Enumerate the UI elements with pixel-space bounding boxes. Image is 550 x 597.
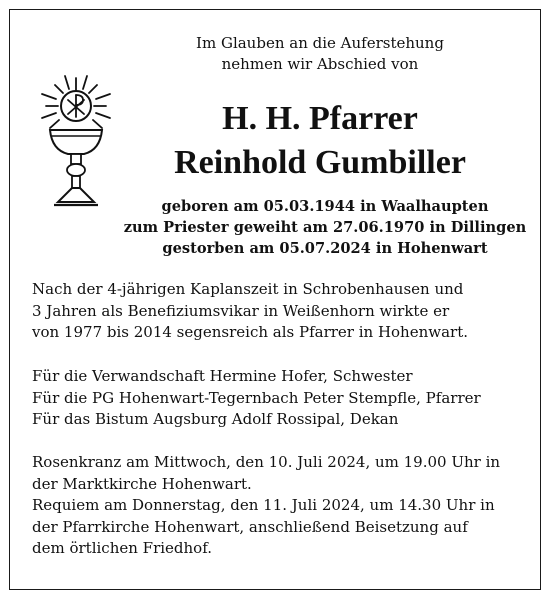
ordination-date: zum Priester geweiht am 27.06.1970 in Dillingen — [123, 219, 527, 236]
deceased-name — [130, 97, 510, 185]
service-line: dem örtlichen Friedhof. — [32, 539, 212, 557]
career-line: 3 Jahren als Benefiziumsvikar in Weißenhorn wirkte er — [32, 301, 450, 320]
service-line: Rosenkranz am Mittwoch, den 10. Juli 2024, um 19.00 Uhr in — [32, 453, 501, 471]
career-paragraph — [32, 279, 532, 344]
chalice-with-host-icon — [32, 70, 120, 210]
mourner-line: Für das Bistum Augsburg Adolf Rossipal, Dekan — [32, 410, 399, 428]
service-line: der Pfarrkirche Hohenwart, anschließend Beisetzung auf — [32, 517, 468, 536]
life-dates — [110, 196, 540, 259]
mourner-line: Für die PG Hohenwart-Tegernbach Peter Stempfle, Pfarrer — [32, 388, 481, 407]
intro-line-2: nehmen wir Abschied von — [221, 55, 419, 73]
service-line: der Marktkirche Hohenwart. — [32, 474, 252, 493]
intro-text — [150, 33, 490, 75]
birth-date: geboren am 05.03.1944 in Waalhaupten — [161, 198, 489, 215]
mourners-paragraph — [32, 366, 532, 431]
career-line: Nach der 4-jährigen Kaplanszeit in Schrobenhausen und — [32, 280, 464, 298]
career-line: von 1977 bis 2014 segensreich als Pfarrer in Hohenwart. — [32, 323, 469, 341]
name-title-line: H. H. Pfarrer — [222, 100, 418, 137]
service-line: Requiem am Donnerstag, den 11. Juli 2024, um 14.30 Uhr in — [32, 496, 495, 514]
mourner-line: Für die Verwandschaft Hermine Hofer, Schwester — [32, 367, 413, 385]
death-date: gestorben am 05.07.2024 in Hohenwart — [162, 240, 488, 257]
name-full-line: Reinhold Gumbiller — [174, 144, 466, 181]
intro-line-1: Im Glauben an die Auferstehung — [196, 34, 444, 52]
services-paragraph — [32, 452, 532, 560]
